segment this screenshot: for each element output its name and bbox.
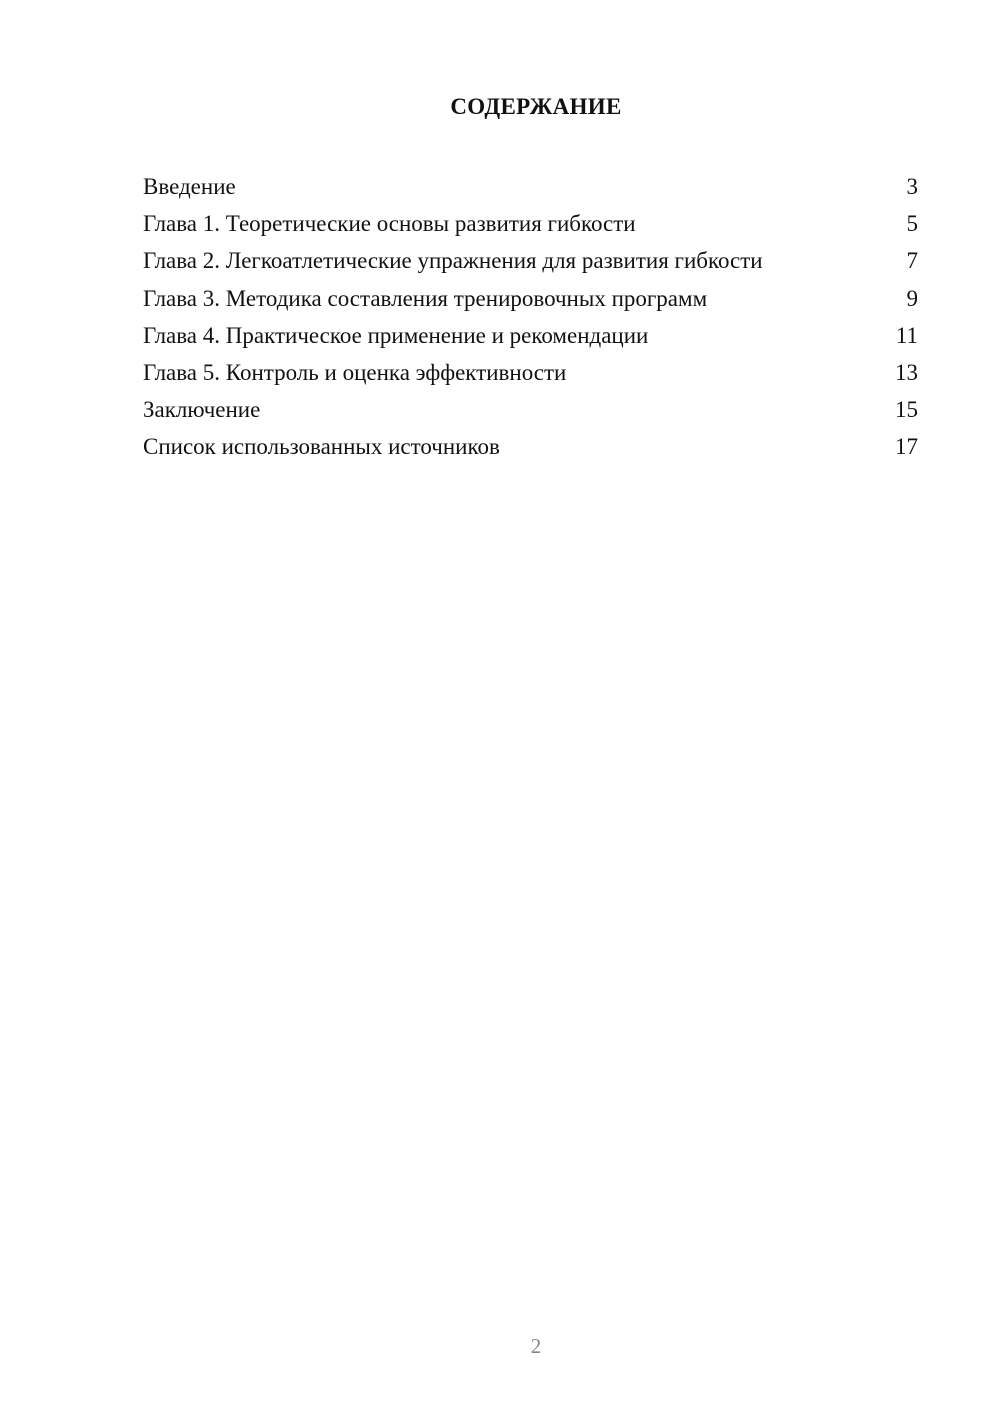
toc-entry-label: Глава 3. Методика составления тренировочных программ (143, 285, 708, 311)
toc-entry-label: Заключение (143, 397, 261, 423)
toc-entry-label: Список использованных источников (143, 434, 500, 460)
toc-entry-introduction (143, 168, 918, 205)
toc-entry-label: Глава 2. Легкоатлетические упражнения для развития гибкости (143, 248, 763, 274)
toc-entry-page: 5 (906, 211, 918, 237)
toc-entry-label: Введение (143, 174, 236, 199)
toc-entry-label: Глава 5. Контроль и оценка эффективности (143, 359, 567, 385)
toc-entry-page: 15 (895, 397, 918, 423)
toc-entry-page: 17 (895, 434, 918, 460)
toc-entry-page: 13 (895, 359, 918, 385)
toc-entry-conclusion (143, 391, 918, 428)
toc-entry-page: 9 (906, 285, 918, 311)
toc-entry-page: 7 (906, 248, 918, 274)
toc-entry-page: 3 (906, 174, 918, 199)
toc-entry-chapter-4 (143, 317, 918, 354)
toc-entry-page: 11 (895, 322, 918, 348)
toc-entry-chapter-5 (143, 354, 918, 391)
page-number: 2 (530, 1334, 542, 1358)
toc-title: СОДЕРЖАНИЕ (450, 94, 622, 119)
toc-entry-label: Глава 4. Практическое применение и рекомендации (143, 322, 649, 348)
toc-entry-chapter-2 (143, 242, 918, 279)
toc-entry-chapter-3 (143, 280, 918, 317)
toc-entry-label: Глава 1. Теоретические основы развития гибкости (143, 211, 636, 237)
toc-entry-chapter-1 (143, 205, 918, 242)
toc-entry-references (143, 428, 918, 465)
table-of-contents (143, 168, 918, 466)
